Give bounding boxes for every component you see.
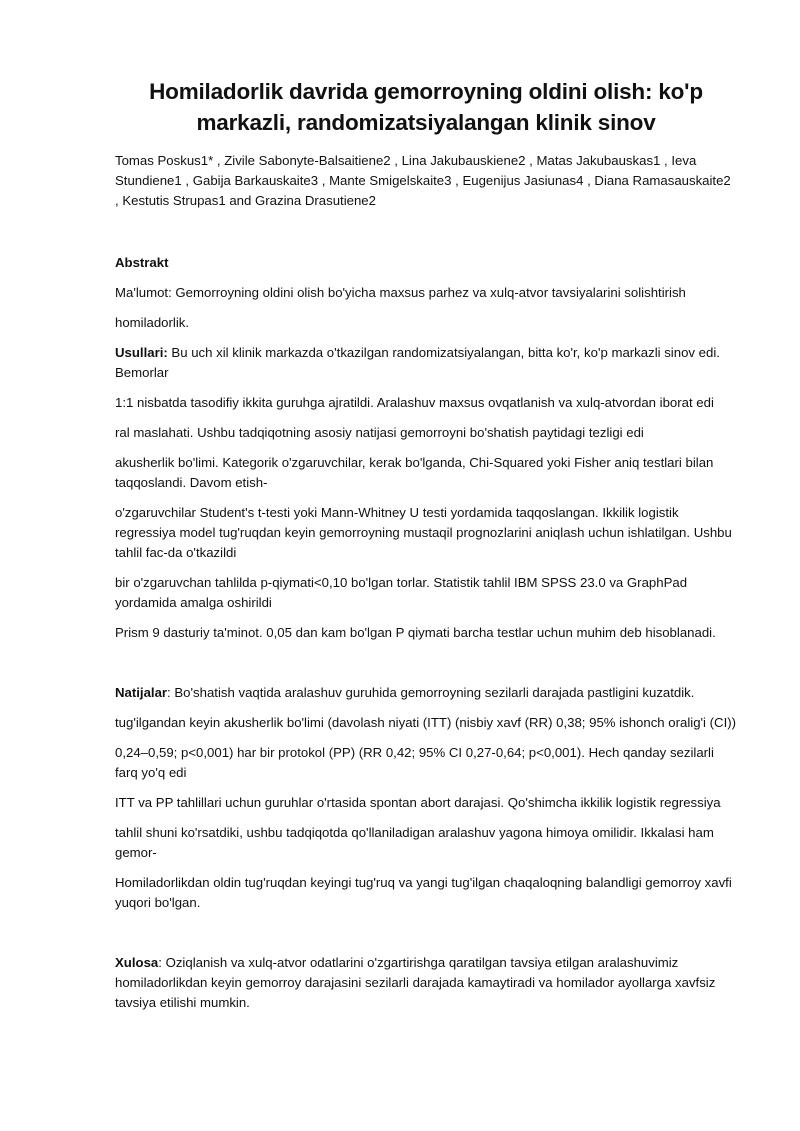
author-list: Tomas Poskus1* , Zivile Sabonyte-Balsaitiene2 , Lina Jakubauskiene2 , Matas Jakubauskas1 , Ieva Stundiene1 , Gabija Barkauskaite3 , Mante Smigelskaite3 , Eugenijus Jasiunas4 , Diana Ramasauskaite2 , Kestutis Strupas1 and Grazina Drasutiene2 [115,153,731,208]
abstract-results [115,683,737,913]
methods-paragraph-3: ral maslahati. Ushbu tadqiqotning asosiy natijasi gemorroyni bo'shatish paytidagi tezligi edi [115,425,644,440]
results-paragraph-2: tug'ilgandan keyin akusherlik bo'limi (davolash niyati (ITT) (nisbiy xavf (RR) 0,38; 95% ishonch oralig'i (CI)) [115,715,737,730]
abstract-conclusion [115,953,737,1013]
conclusion-paragraph [115,953,737,1013]
results-paragraph-4: ITT va PP tahlillari uchun guruhlar o'rtasida spontan abort darajasi. Qo'shimcha ikkilik logistik regressiya [115,795,721,810]
results-paragraph-3: 0,24–0,59; p<0,001) har bir protokol (PP) (RR 0,42; 95% CI 0,27-0,64; p<0,001). Hech qanday sezilarli farq yo'q edi [115,745,714,780]
abstract-background [115,283,737,333]
conclusion-label: Xulosa [115,955,159,970]
methods-paragraph-4: akusherlik bo'limi. Kategorik o'zgaruvchilar, kerak bo'lganda, Chi-Squared yoki Fisher aniq testlari bilan taqqoslandi. Davom etish- [115,455,714,490]
methods-paragraph-6: bir o'zgaruvchan tahlilda p-qiymati<0,10 bo'lgan torlar. Statistik tahlil IBM SPSS 23.0 va GraphPad yordamida amalga oshirildi [115,575,688,610]
results-paragraph-6: Homiladorlikdan oldin tug'ruqdan keyingi tug'ruq va yangi tug'ilgan chaqaloqning balandligi gemorroy xavfi yuqori bo'lgan. [115,875,732,910]
results-label: Natijalar [115,685,168,700]
conclusion-text: : Oziqlanish va xulq-atvor odatlarini o'zgartirishga qaratilgan tavsiya etilgan aralashuvimiz homiladorlikdan keyin gemorroy darajasini sezilarli darajada kamaytiradi va homilador ayollarga xavfsiz tavsiya etilishi mumkin. [115,955,716,1010]
results-text-1: : Bo'shatish vaqtida aralashuv guruhida gemorroyning sezilarli darajada pastligini kuzatdik. [167,685,695,700]
background-line-2: homiladorlik. [115,315,190,330]
abstract-methods [115,343,737,643]
methods-paragraph-1 [115,343,737,383]
paper-title: Homiladorlik davrida gemorroyning oldini olish: ko'p markazli, randomizatsiyalangan klinik sinov [149,79,703,135]
document-page [115,76,737,1013]
methods-text-1: Bu uch xil klinik markazda o'tkazilgan randomizatsiyalangan, bitta ko'r, ko'p markazli sinov edi. Bemorlar [115,345,720,380]
methods-paragraph-5: o'zgaruvchilar Student's t-testi yoki Mann-Whitney U testi yordamida taqqoslangan. Ikkilik logistik regressiya model tug'ruqdan keyin gemorroyning mustaqil prognozlarini aniqlash uchun ishlatilgan. Ushbu tahlil fac-da o'tkazildi [115,505,732,560]
methods-paragraph-2: 1:1 nisbatda tasodifiy ikkita guruhga ajratildi. Aralashuv maxsus ovqatlanish va xulq-atvordan iborat edi [115,395,714,410]
results-paragraph-1 [115,683,737,703]
methods-label: Usullari: [115,345,168,360]
abstract-heading: Abstrakt [115,255,169,270]
background-line-1: Ma'lumot: Gemorroyning oldini olish bo'yicha maxsus parhez va xulq-atvor tavsiyalarini solishtirish [115,285,686,300]
results-paragraph-5: tahlil shuni ko'rsatdiki, ushbu tadqiqotda qo'llaniladigan aralashuv yagona himoya omilidir. Ikkalasi ham gemor- [115,825,714,860]
methods-paragraph-7: Prism 9 dasturiy ta'minot. 0,05 dan kam bo'lgan P qiymati barcha testlar uchun muhim deb hisoblanadi. [115,625,716,640]
